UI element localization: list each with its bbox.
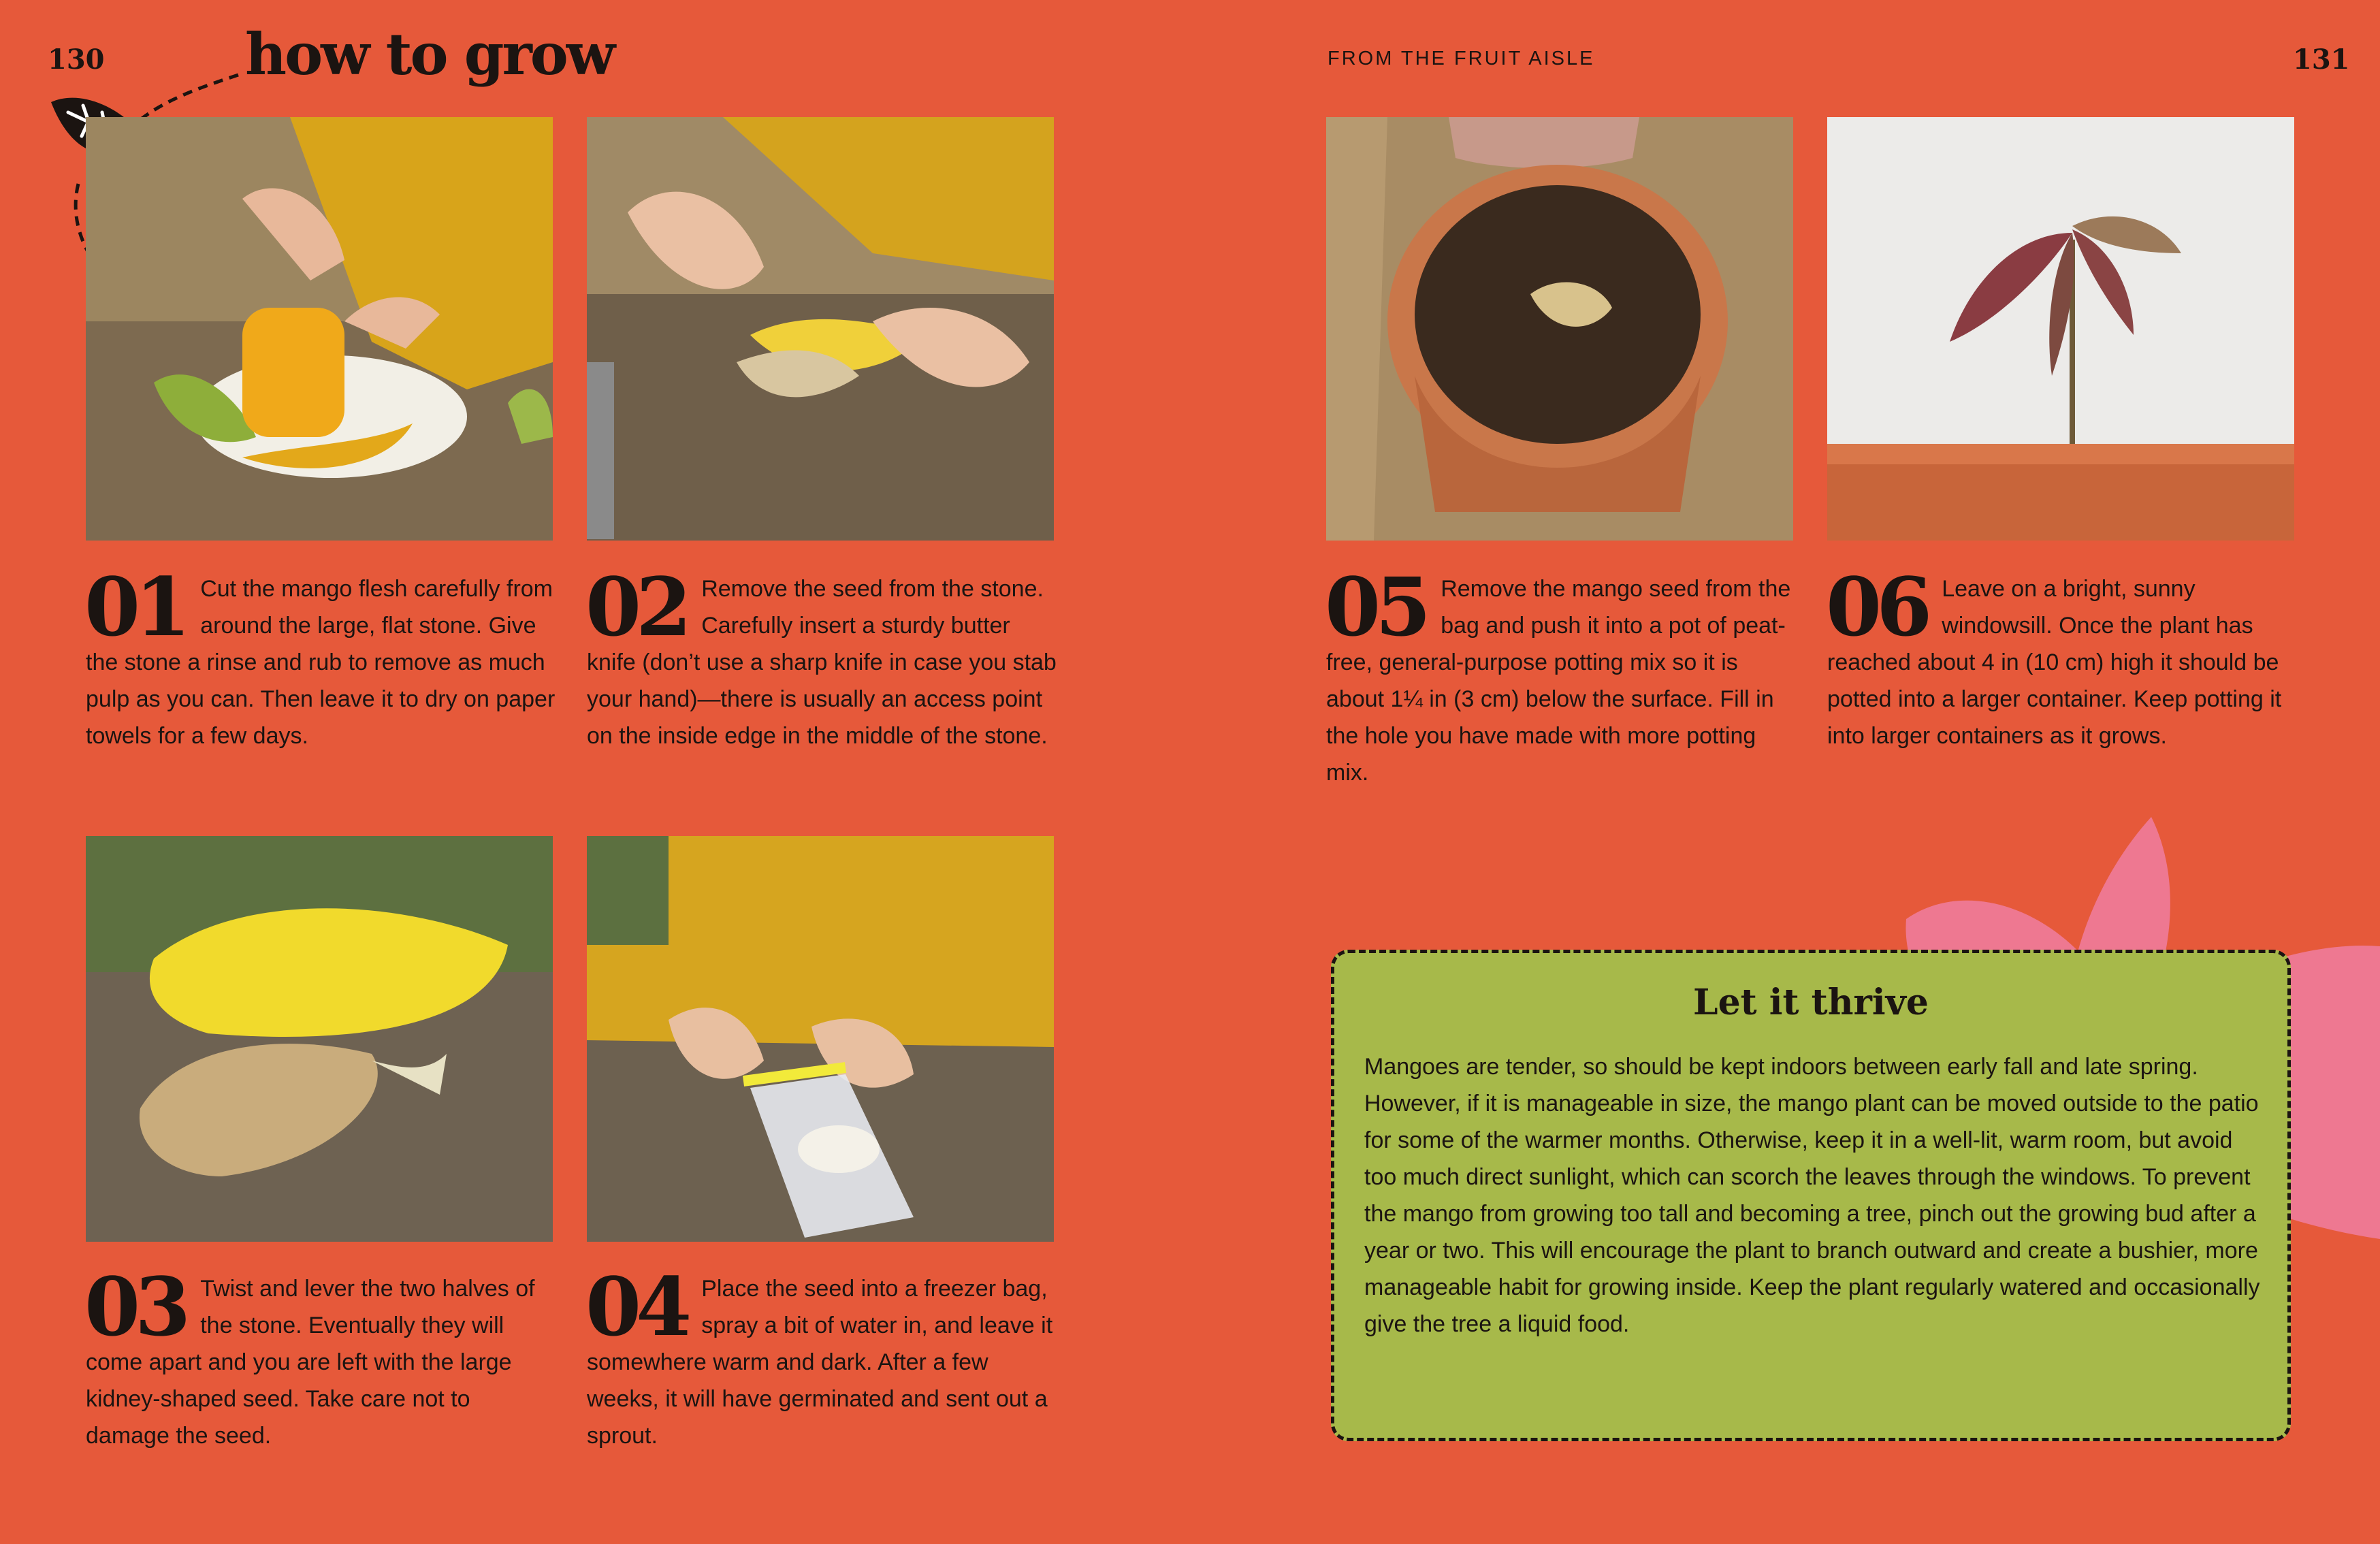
step-number: 05 [1325, 560, 1426, 654]
running-head: FROM THE FRUIT AISLE [1328, 48, 1595, 69]
step-05-photo [1326, 117, 1793, 541]
step-number: 02 [585, 560, 687, 654]
step-02-photo [587, 117, 1054, 541]
step-01 [84, 560, 556, 754]
step-06-photo [1827, 117, 2294, 541]
page-number-left: 130 [48, 44, 105, 76]
section-title: how to grow [245, 20, 614, 88]
step-number: 06 [1826, 560, 1927, 654]
let-it-thrive-callout [1331, 950, 2291, 1441]
step-04-photo [587, 836, 1054, 1242]
step-06 [1826, 560, 2297, 754]
step-01-photo [86, 117, 553, 541]
step-text: Remove the mango seed from the bag and push it into a pot of peat-free, general-purpose potting mix so it is about 1¼ in (3 cm) below the surface. Fill in the hole you have made with more potting mix. [1326, 576, 1791, 786]
step-number: 04 [585, 1259, 687, 1354]
step-text: Remove the seed from the stone. Carefully insert a sturdy butter knife (don’t use a sharp knife in case you stab your hand)—there is usually an access point on the inside edge in the middle of the stone. [587, 576, 1057, 749]
step-number: 03 [84, 1259, 186, 1354]
step-text: Leave on a bright, sunny windowsill. Once the plant has reached about 4 in (10 cm) high it should be potted into a larger container. Keep potting it into larger containers as it grows. [1827, 576, 2282, 749]
step-text: Twist and lever the two halves of the stone. Eventually they will come apart and you are left with the large kidney-shaped seed. Take care not to damage the seed. [86, 1276, 535, 1449]
step-number: 01 [84, 560, 186, 654]
step-03-photo [86, 836, 553, 1242]
step-text: Cut the mango flesh carefully from around the large, flat stone. Give the stone a rinse and rub to remove as much pulp as you can. Then leave it to dry on paper towels for a few days. [86, 576, 556, 749]
step-04 [585, 1259, 1057, 1454]
step-05 [1325, 560, 1796, 791]
callout-body: Mangoes are tender, so should be kept indoors between early fall and late spring. However, if it is manageable in size, the mango plant can be moved outside to the patio for some of the warmer months. Otherwise, keep it in a well-lit, warm room, but avoid too much direct sunlight, which can scorch the leaves through the windows. To prevent the mango from growing too tall and becoming a tree, pinch out the growing bud after a year or two. This will encourage the plant to branch outward and create a bushier, more manageable habit for growing inside. Keep the plant regularly watered and occasionally give the tree a liquid food. [1364, 1054, 2260, 1337]
step-text: Place the seed into a freezer bag, spray a bit of water in, and leave it somewhere warm and dark. After a few weeks, it will have germinated and sent out a sprout. [587, 1276, 1053, 1449]
step-03 [84, 1259, 556, 1454]
page-number-right: 131 [2293, 44, 2350, 76]
callout-heading: Let it thrive [1693, 982, 1929, 1023]
step-02 [585, 560, 1057, 754]
